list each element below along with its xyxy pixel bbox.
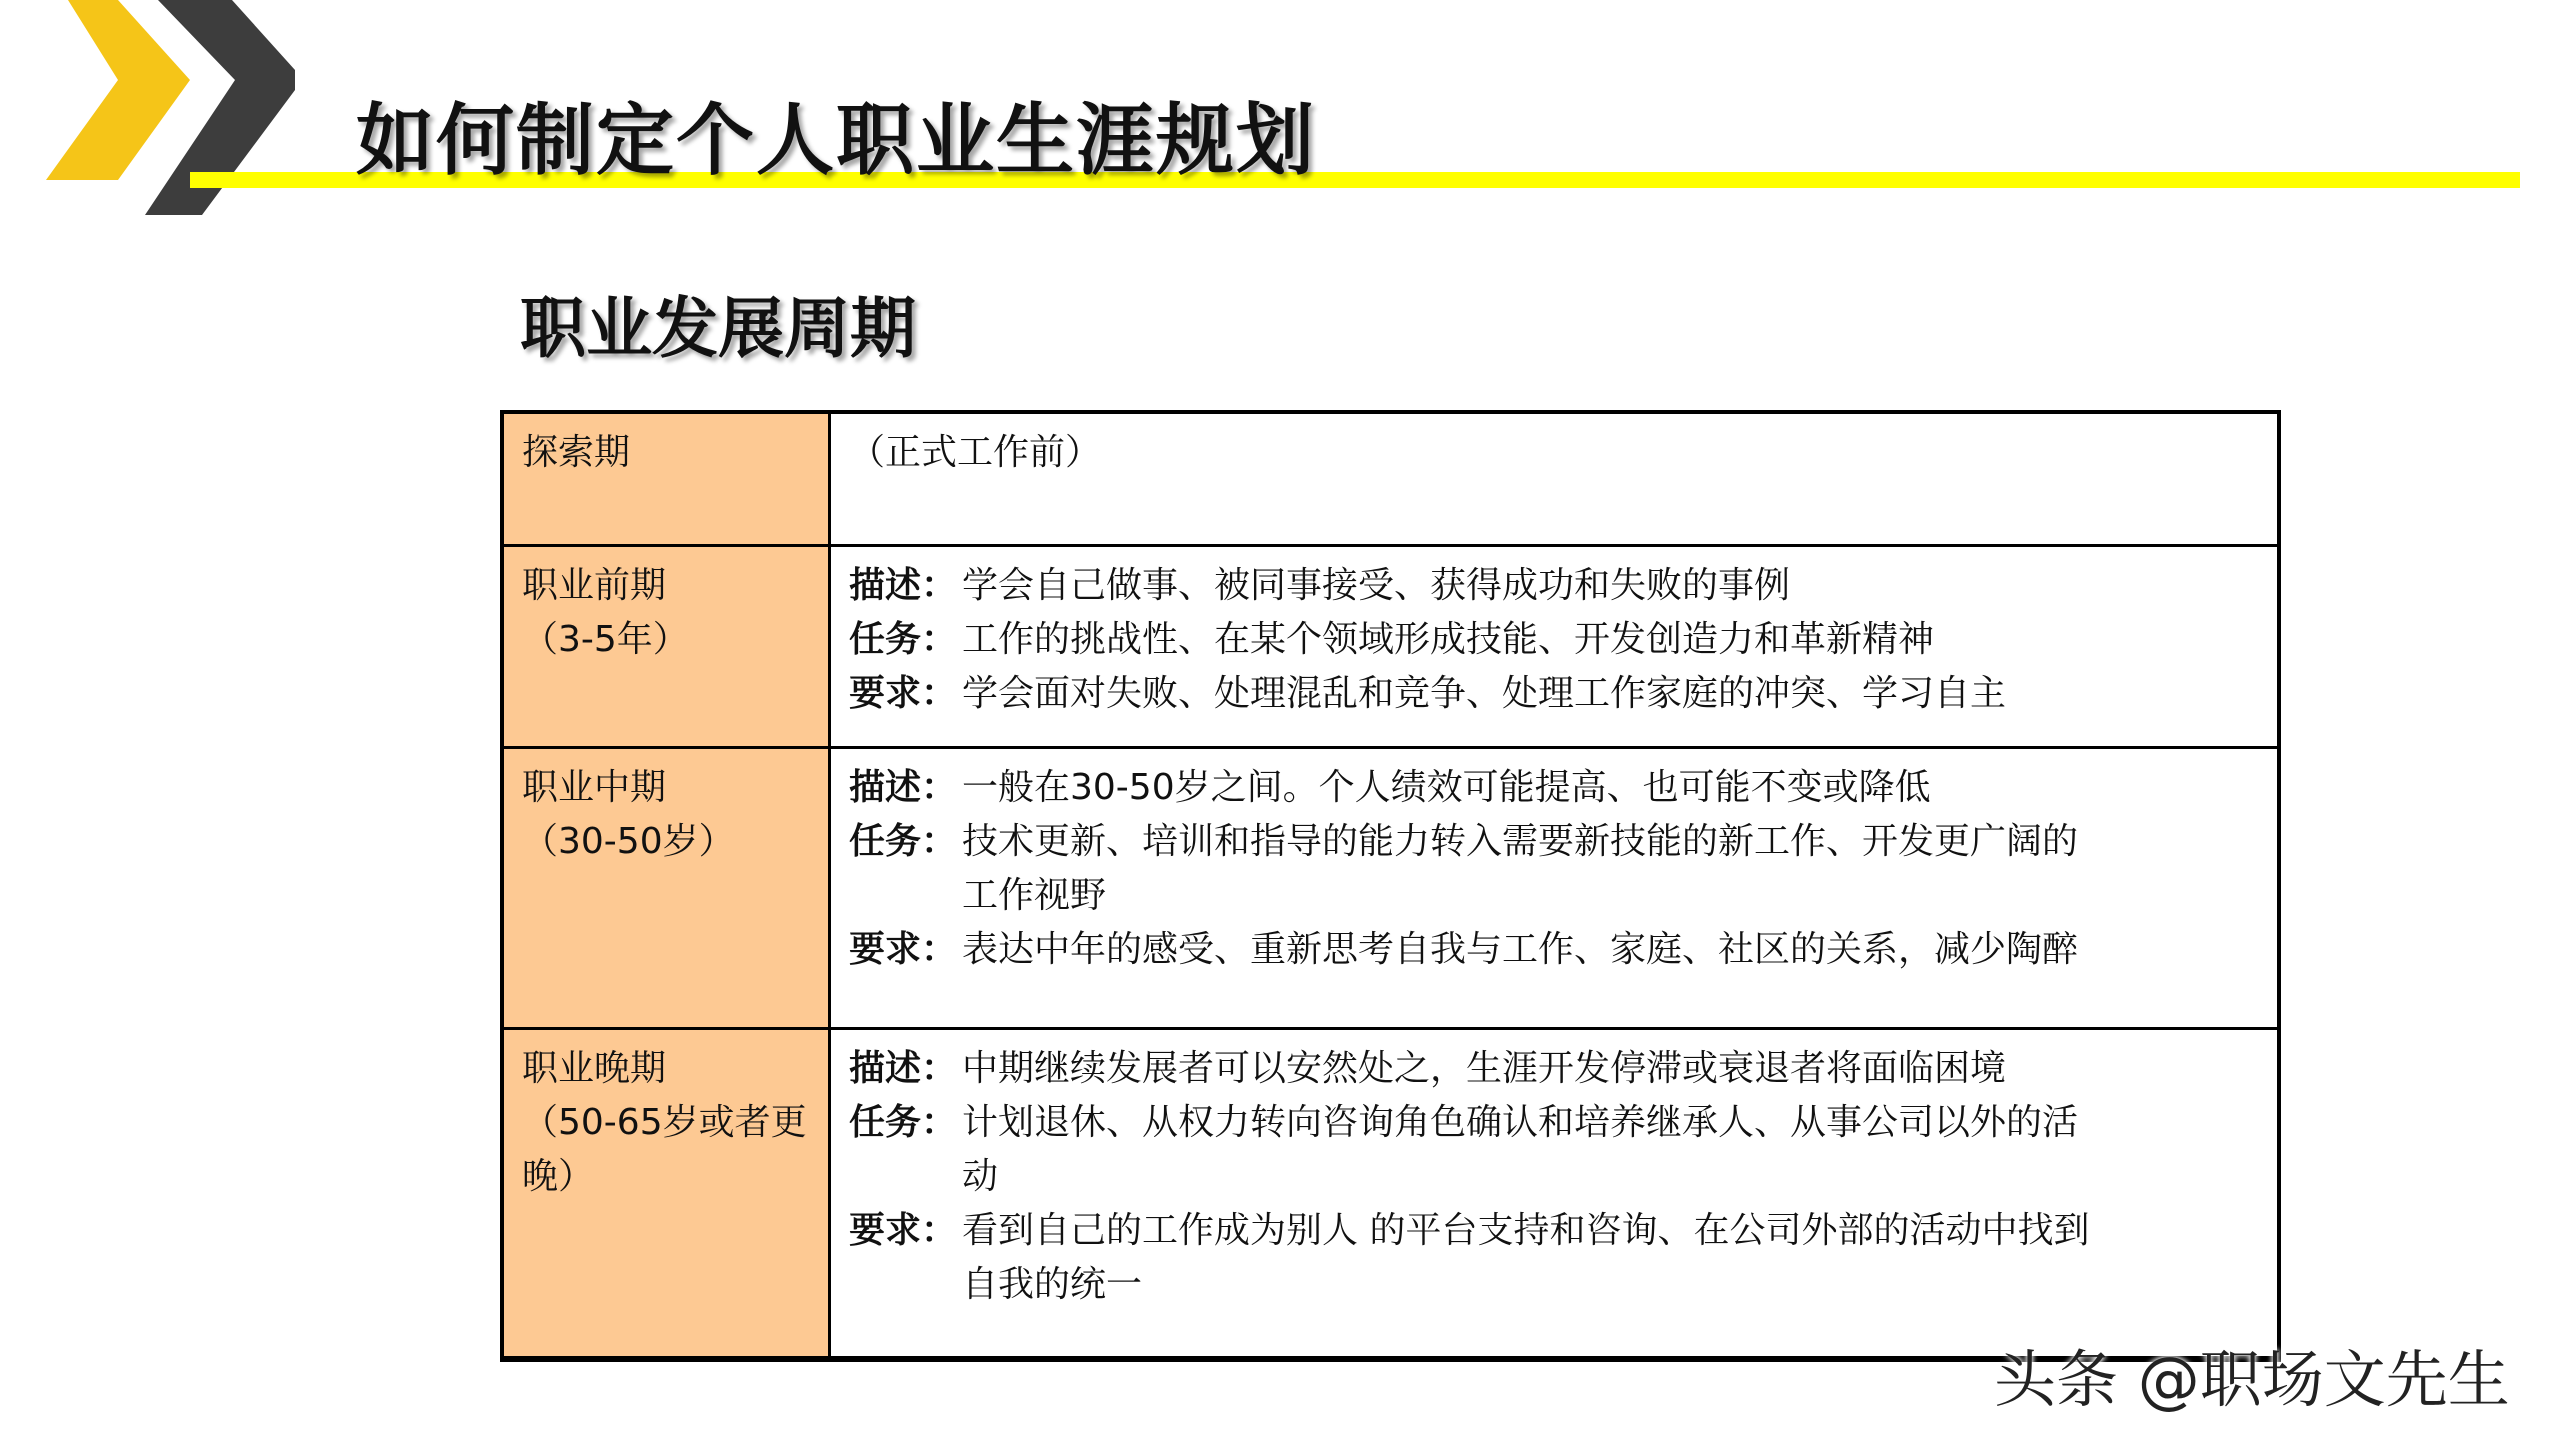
stage-detail-cell	[831, 414, 2277, 547]
detail-item	[849, 1042, 2277, 1096]
career-stage-table	[500, 410, 2281, 1362]
page-title: 如何制定个人职业生涯规划	[356, 96, 1317, 186]
stage-name: 职业前期	[522, 565, 667, 606]
detail-label: 描述：	[849, 565, 958, 606]
stage-detail-cell	[831, 1030, 2277, 1356]
section-title: 职业发展周期	[520, 290, 916, 367]
detail-label: 要求：	[849, 1210, 958, 1251]
stage-name: 探索期	[522, 432, 631, 473]
stage-range: （30-50岁）	[522, 821, 735, 862]
detail-text	[962, 815, 2277, 923]
detail-item	[849, 667, 2277, 721]
detail-label: 任务：	[849, 1102, 958, 1143]
detail-text	[962, 613, 2277, 667]
detail-label: 任务：	[849, 619, 958, 660]
detail-text-line: 看到自己的工作成为别人 的平台支持和咨询、在公司外部的活动中找到	[962, 1210, 2090, 1251]
detail-item	[849, 613, 2277, 667]
detail-label: 任务：	[849, 821, 958, 862]
stage-range: 晚）	[522, 1156, 595, 1197]
stage-cell	[504, 547, 831, 749]
detail-text-line: 工作的挑战性、在某个领域形成技能、开发创造力和革新精神	[962, 619, 1935, 660]
detail-text	[962, 761, 2277, 815]
stage-note: （正式工作前）	[849, 432, 1102, 473]
detail-label: 描述：	[849, 1048, 958, 1089]
detail-label: 要求：	[849, 673, 958, 714]
detail-label: 要求：	[849, 929, 958, 970]
detail-text-line: 计划退休、从权力转向咨询角色确认和培养继承人、从事公司以外的活	[962, 1102, 2079, 1143]
detail-text-line: 表达中年的感受、重新思考自我与工作、家庭、社区的关系，减少陶醉	[962, 929, 2079, 970]
detail-text-line: 工作视野	[962, 875, 1107, 916]
stage-detail-cell	[831, 749, 2277, 1030]
detail-text-line: 技术更新、培训和指导的能力转入需要新技能的新工作、开发更广阔的	[962, 821, 2079, 862]
detail-text	[962, 1204, 2277, 1312]
detail-text	[962, 559, 2277, 613]
detail-item	[849, 1204, 2277, 1312]
detail-text	[962, 667, 2277, 721]
detail-item	[849, 815, 2277, 923]
detail-item	[849, 559, 2277, 613]
stage-cell	[504, 414, 831, 547]
watermark: 头条 @职场文先生	[1994, 1343, 2510, 1416]
stage-range: （50-65岁或者更	[522, 1102, 807, 1143]
detail-text-line: 动	[962, 1156, 999, 1197]
detail-text-line: 中期继续发展者可以安然处之，生涯开发停滞或衰退者将面临困境	[962, 1048, 2007, 1089]
detail-text-line: 学会自己做事、被同事接受、获得成功和失败的事例	[962, 565, 1791, 606]
detail-text-line: 自我的统一	[962, 1264, 1143, 1305]
stage-cell	[504, 749, 831, 1030]
detail-label: 描述：	[849, 767, 958, 808]
detail-item	[849, 1096, 2277, 1204]
detail-text-line: 学会面对失败、处理混乱和竞争、处理工作家庭的冲突、学习自主	[962, 673, 2007, 714]
detail-item	[849, 761, 2277, 815]
detail-text	[962, 1042, 2277, 1096]
detail-text-line: 一般在30-50岁之间。个人绩效可能提高、也可能不变或降低	[962, 767, 1931, 808]
stage-detail-cell	[831, 547, 2277, 749]
detail-item	[849, 923, 2277, 977]
detail-text	[962, 1096, 2277, 1204]
stage-name: 职业晚期	[522, 1048, 667, 1089]
stage-range: （3-5年）	[522, 619, 689, 660]
detail-text	[962, 923, 2277, 977]
stage-name: 职业中期	[522, 767, 667, 808]
stage-cell	[504, 1030, 831, 1356]
